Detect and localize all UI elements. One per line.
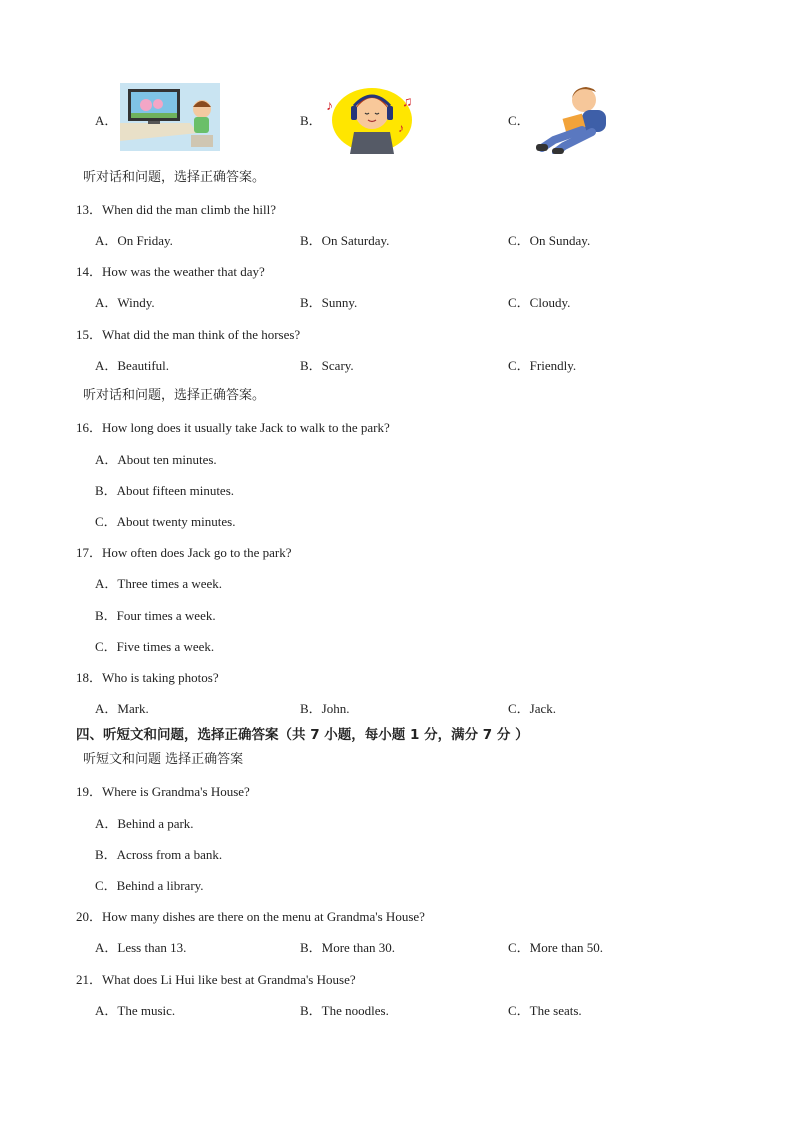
svg-text:♫: ♫: [402, 95, 413, 110]
question-16: 16．How long does it usually take Jack to walk to the park?: [76, 420, 390, 435]
q17-option-a[interactable]: A．Three times a week.: [95, 576, 223, 591]
listening-instruction: 听对话和问题，选择正确答案。: [83, 170, 266, 185]
reading-boy-picture[interactable]: [534, 82, 620, 154]
q21-option-a[interactable]: A．The music.: [95, 1003, 176, 1018]
question-17: 17．How often does Jack go to the park?: [76, 545, 292, 560]
q19-option-a[interactable]: A．Behind a park.: [95, 816, 194, 831]
q19-option-c[interactable]: C．Behind a library.: [95, 878, 204, 893]
q16-option-a[interactable]: A．About ten minutes.: [95, 452, 217, 467]
q13-option-b[interactable]: B．On Saturday.: [300, 233, 390, 248]
question-18: 18．Who is taking photos?: [76, 670, 219, 685]
question-15: 15．What did the man think of the horses?: [76, 327, 301, 342]
q20-option-a[interactable]: A．Less than 13.: [95, 940, 187, 955]
option-label-a: A．: [95, 113, 118, 128]
listening-instruction: 听对话和问题，选择正确答案。: [83, 388, 266, 403]
q17-option-c[interactable]: C．Five times a week.: [95, 639, 215, 654]
tv-watching-picture[interactable]: [120, 83, 220, 151]
question-20: 20．How many dishes are there on the menu at Grandma's House?: [76, 909, 425, 924]
q18-option-c[interactable]: C．Jack.: [508, 701, 557, 716]
question-19: 19．Where is Grandma's House?: [76, 784, 250, 799]
q20-option-b[interactable]: B．More than 30.: [300, 940, 395, 955]
q16-option-b[interactable]: B．About fifteen minutes.: [95, 483, 235, 498]
question-21: 21．What does Li Hui like best at Grandma's House?: [76, 972, 356, 987]
q17-option-b[interactable]: B．Four times a week.: [95, 608, 216, 623]
q21-option-c[interactable]: C．The seats.: [508, 1003, 582, 1018]
option-label-b: B．: [300, 113, 322, 128]
q14-option-c[interactable]: C．Cloudy.: [508, 295, 571, 310]
q19-option-b[interactable]: B．Across from a bank.: [95, 847, 223, 862]
q15-option-b[interactable]: B．Scary.: [300, 358, 354, 373]
q21-option-b[interactable]: B．The noodles.: [300, 1003, 389, 1018]
listening-instruction: 听短文和问题 选择正确答案: [83, 752, 244, 767]
q18-option-b[interactable]: B．John.: [300, 701, 350, 716]
q13-option-c[interactable]: C．On Sunday.: [508, 233, 591, 248]
music-listening-picture[interactable]: [322, 80, 417, 154]
q20-option-c[interactable]: C．More than 50.: [508, 940, 603, 955]
q13-option-a[interactable]: A．On Friday.: [95, 233, 173, 248]
section-heading: 四、听短文和问题，选择正确答案（共 7 小题，每小题 1 分，满分 7 分 ）: [76, 727, 529, 743]
svg-text:♪: ♪: [326, 99, 333, 114]
q18-option-a[interactable]: A．Mark.: [95, 701, 149, 716]
q15-option-c[interactable]: C．Friendly.: [508, 358, 577, 373]
question-13: 13．When did the man climb the hill?: [76, 202, 277, 217]
q14-option-b[interactable]: B．Sunny.: [300, 295, 358, 310]
question-14: 14．How was the weather that day?: [76, 264, 265, 279]
q14-option-a[interactable]: A．Windy.: [95, 295, 155, 310]
option-label-c: C．: [508, 113, 530, 128]
q16-option-c[interactable]: C．About twenty minutes.: [95, 514, 236, 529]
svg-text:♪: ♪: [398, 121, 404, 135]
q15-option-a[interactable]: A．Beautiful.: [95, 358, 170, 373]
